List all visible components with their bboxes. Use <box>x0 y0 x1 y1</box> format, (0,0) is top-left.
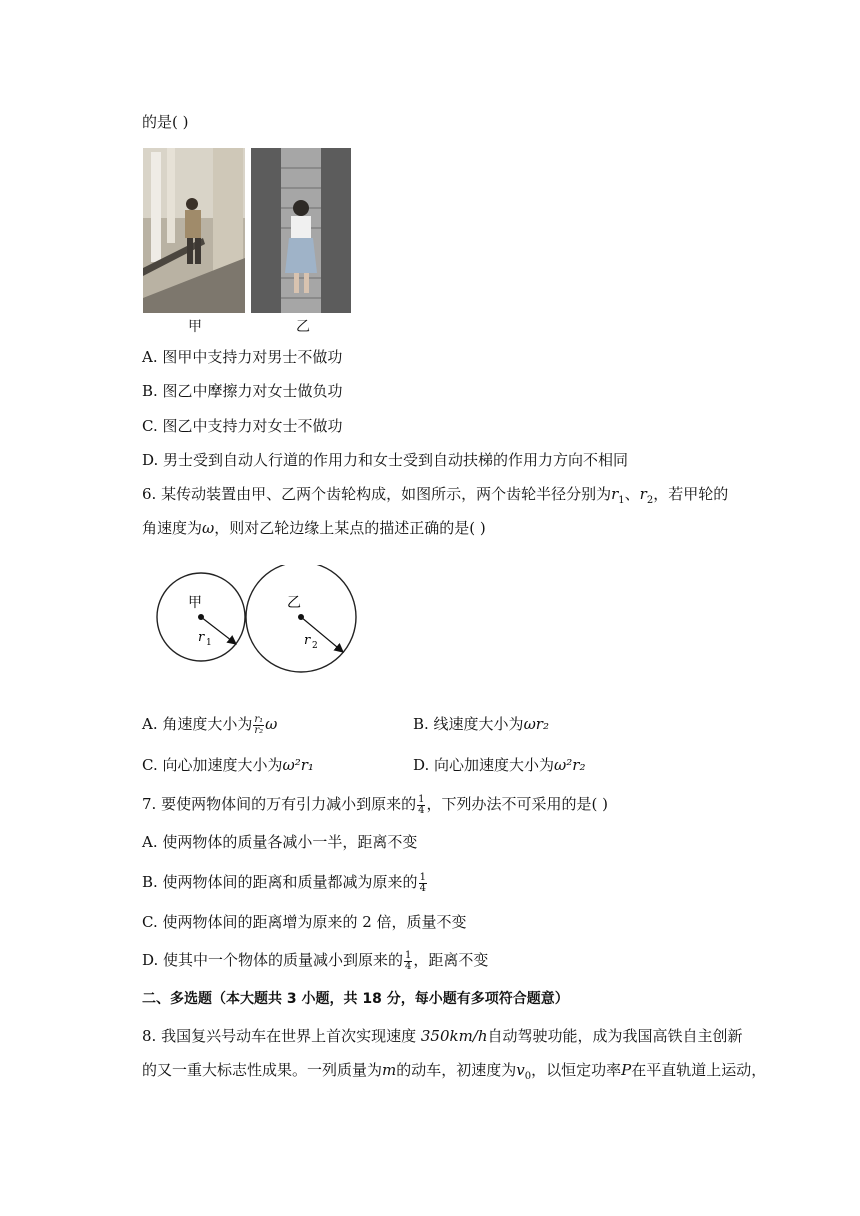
q7-option-b: B. 使两物体间的距离和质量都减为原来的 $\frac{1}{4}$ <box>142 871 426 894</box>
photo-moving-walkway <box>143 148 245 313</box>
q6-option-d: D. 向心加速度大小为ω²r₂ <box>413 756 586 774</box>
svg-text:2: 2 <box>312 641 318 651</box>
q5-option-b: B. 图乙中摩擦力对女士做负功 <box>142 382 343 400</box>
q5-option-d: D. 男士受到自动人行道的作用力和女士受到自动扶梯的作用力方向不相同 <box>142 451 629 469</box>
gear-yi-label: 乙 <box>287 595 301 611</box>
q5-stem-tail: 的是( ) <box>142 113 189 131</box>
q7-option-d: D. 使其中一个物体的质量减小到原来的 $\frac{1}{4}$ ，距离不变 <box>142 949 489 972</box>
svg-text:r: r <box>304 633 311 648</box>
q7-stem: 7. 要使两物体间的万有引力减小到原来的 $\frac{1}{4}$ ，下列办法不可采用的是( ) <box>142 793 608 816</box>
q6-option-a: A. 角速度大小为 $\frac{\text{r₁}}{\text{r₂}}$ ω <box>142 713 278 736</box>
svg-text:1: 1 <box>206 638 212 648</box>
section-heading-multi-choice: 二、多选题（本大题共 3 小题，共 18 分，每小题有多项符合题意） <box>142 991 569 1007</box>
gear-diagram <box>150 565 365 680</box>
q5-option-a: A. 图甲中支持力对男士不做功 <box>142 348 343 366</box>
q7-option-a: A. 使两物体的质量各减小一半，距离不变 <box>142 833 418 851</box>
q8-stem-line1: 8. 我国复兴号动车在世界上首次实现速度 350km/h自动驾驶功能，成为我国高铁自主创新 <box>142 1027 743 1045</box>
photo-caption-right: 乙 <box>296 319 310 335</box>
q6-option-c: C. 向心加速度大小为ω²r₁ <box>142 756 314 774</box>
svg-text:r: r <box>198 630 205 645</box>
q6-stem-line1: 6. 某传动装置由甲、乙两个齿轮构成，如图所示，两个齿轮半径分别为$r_1$、$r_2$，若甲轮的 <box>142 485 729 506</box>
q5-option-c: C. 图乙中支持力对女士不做功 <box>142 417 343 435</box>
q6-stem-line2: 角速度为ω，则对乙轮边缘上某点的描述正确的是( ) <box>142 519 486 537</box>
photo-escalator <box>251 148 351 313</box>
q8-stem-line2: 的又一重大标志性成果。一列质量为m的动车，初速度为$v_0$，以恒定功率P在平直轨道上运动， <box>142 1061 767 1082</box>
gear-jia-label: 甲 <box>188 595 202 611</box>
q7-option-c: C. 使两物体间的距离增为原来的 2 倍，质量不变 <box>142 913 467 931</box>
q6-option-b: B. 线速度大小为ωr₂ <box>413 715 549 733</box>
photo-caption-left: 甲 <box>188 319 202 335</box>
